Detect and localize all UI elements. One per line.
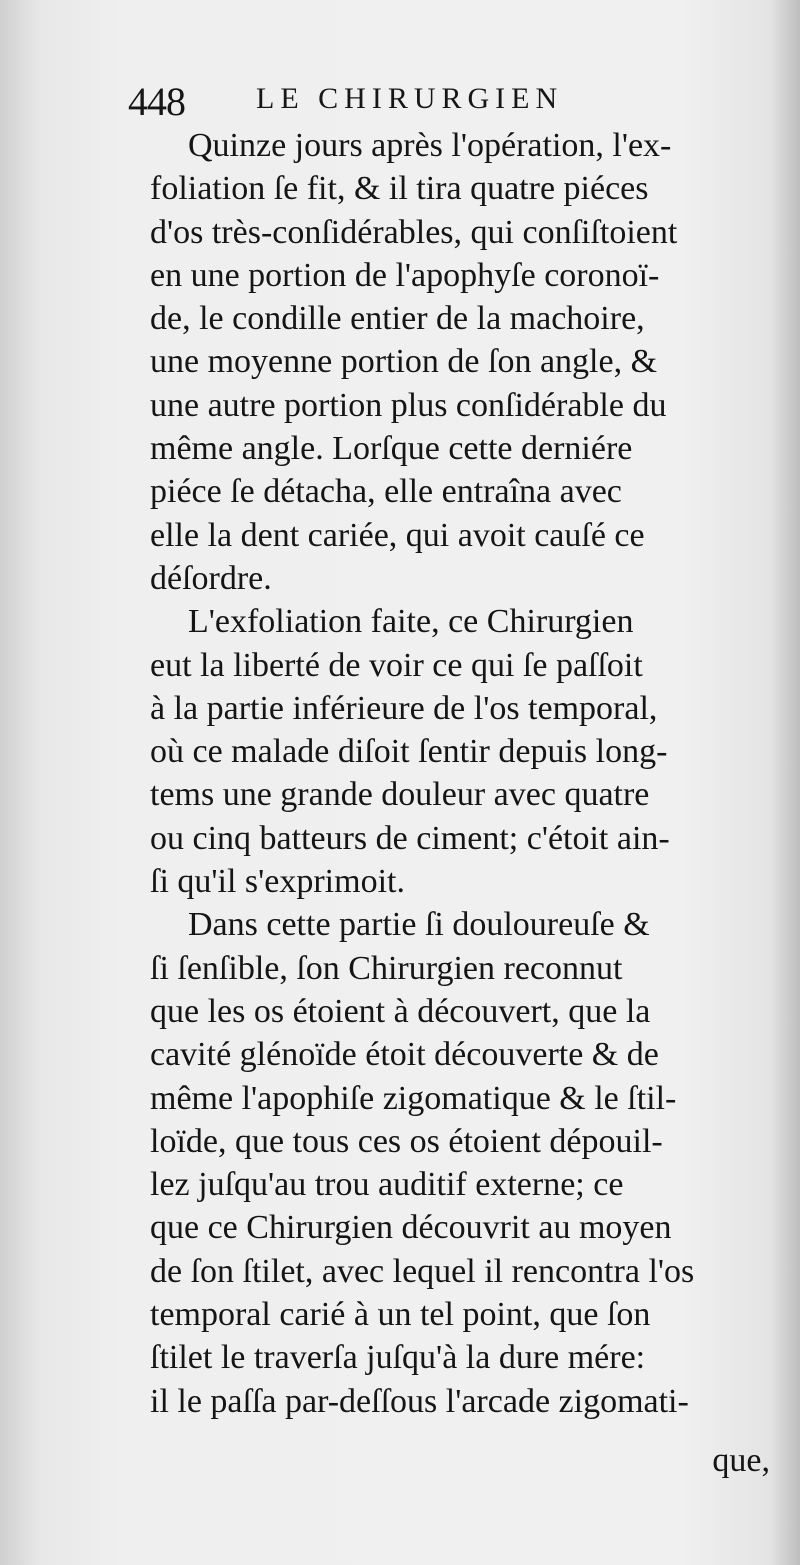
text-line: temporal carié à un tel point, que ſon xyxy=(150,1296,651,1334)
text-line: tems une grande douleur avec quatre xyxy=(150,776,650,814)
text-line: Quinze jours après l'opération, l'ex- xyxy=(188,127,672,164)
text-line: il le paſſa par-deſſous l'arcade zigomati- xyxy=(150,1382,689,1420)
text-line: L'exfoliation faite, ce Chirurgien xyxy=(188,603,634,641)
catchword: que, xyxy=(712,1442,770,1479)
body-text xyxy=(150,124,750,1423)
text-line: eut la liberté de voir ce qui ſe paſſoit xyxy=(150,646,643,684)
text-line: à la partie inférieure de l'os temporal, xyxy=(150,689,658,727)
text-line: Dans cette partie ſi douloureuſe & xyxy=(188,906,650,944)
text-line: une moyenne portion de ſon angle, & xyxy=(150,343,658,381)
text-line: ou cinq batteurs de ciment; c'étoit ain- xyxy=(150,819,670,857)
text-line: de ſon ſtilet, avec lequel il rencontra l'os xyxy=(150,1252,695,1290)
text-line: déſordre. xyxy=(150,559,272,597)
page-number: 448 xyxy=(128,79,185,124)
text-line: piéce ſe détacha, elle entraîna avec xyxy=(150,473,622,511)
text-line: d'os très-conſidérables, qui conſiſtoient xyxy=(150,213,678,251)
text-line: foliation ſe fit, & il tira quatre piéces xyxy=(150,170,649,208)
text-line: une autre portion plus conſidérable du xyxy=(150,386,667,424)
running-head: LE CHIRURGIEN xyxy=(256,82,564,115)
text-line: même l'apophiſe zigomatique & le ſtil- xyxy=(150,1079,677,1117)
text-line: que ce Chirurgien découvrit au moyen xyxy=(150,1209,672,1247)
text-line: ſi ſenſible, ſon Chirurgien reconnut xyxy=(150,949,623,987)
text-line: où ce malade diſoit ſentir depuis long- xyxy=(150,733,668,771)
text-line: même angle. Lorſque cette derniére xyxy=(150,430,633,468)
page-header xyxy=(128,78,748,128)
text-line: de, le condille entier de la machoire, xyxy=(150,300,645,338)
text-line: cavité glénoïde étoit découverte & de xyxy=(150,1036,659,1074)
text-line: lez juſqu'au trou auditif externe; ce xyxy=(150,1166,624,1204)
text-line: loïde, que tous ces os étoient dépouil- xyxy=(150,1122,663,1160)
text-line: ſtilet le traverſa juſqu'à la dure mére: xyxy=(150,1339,646,1377)
text-line: ſi qu'il s'exprimoit. xyxy=(150,863,405,901)
text-line: elle la dent cariée, qui avoit cauſé ce xyxy=(150,516,645,554)
text-line: en une portion de l'apophyſe coronoï- xyxy=(150,256,660,294)
text-line: que les os étoient à découvert, que la xyxy=(150,992,651,1030)
